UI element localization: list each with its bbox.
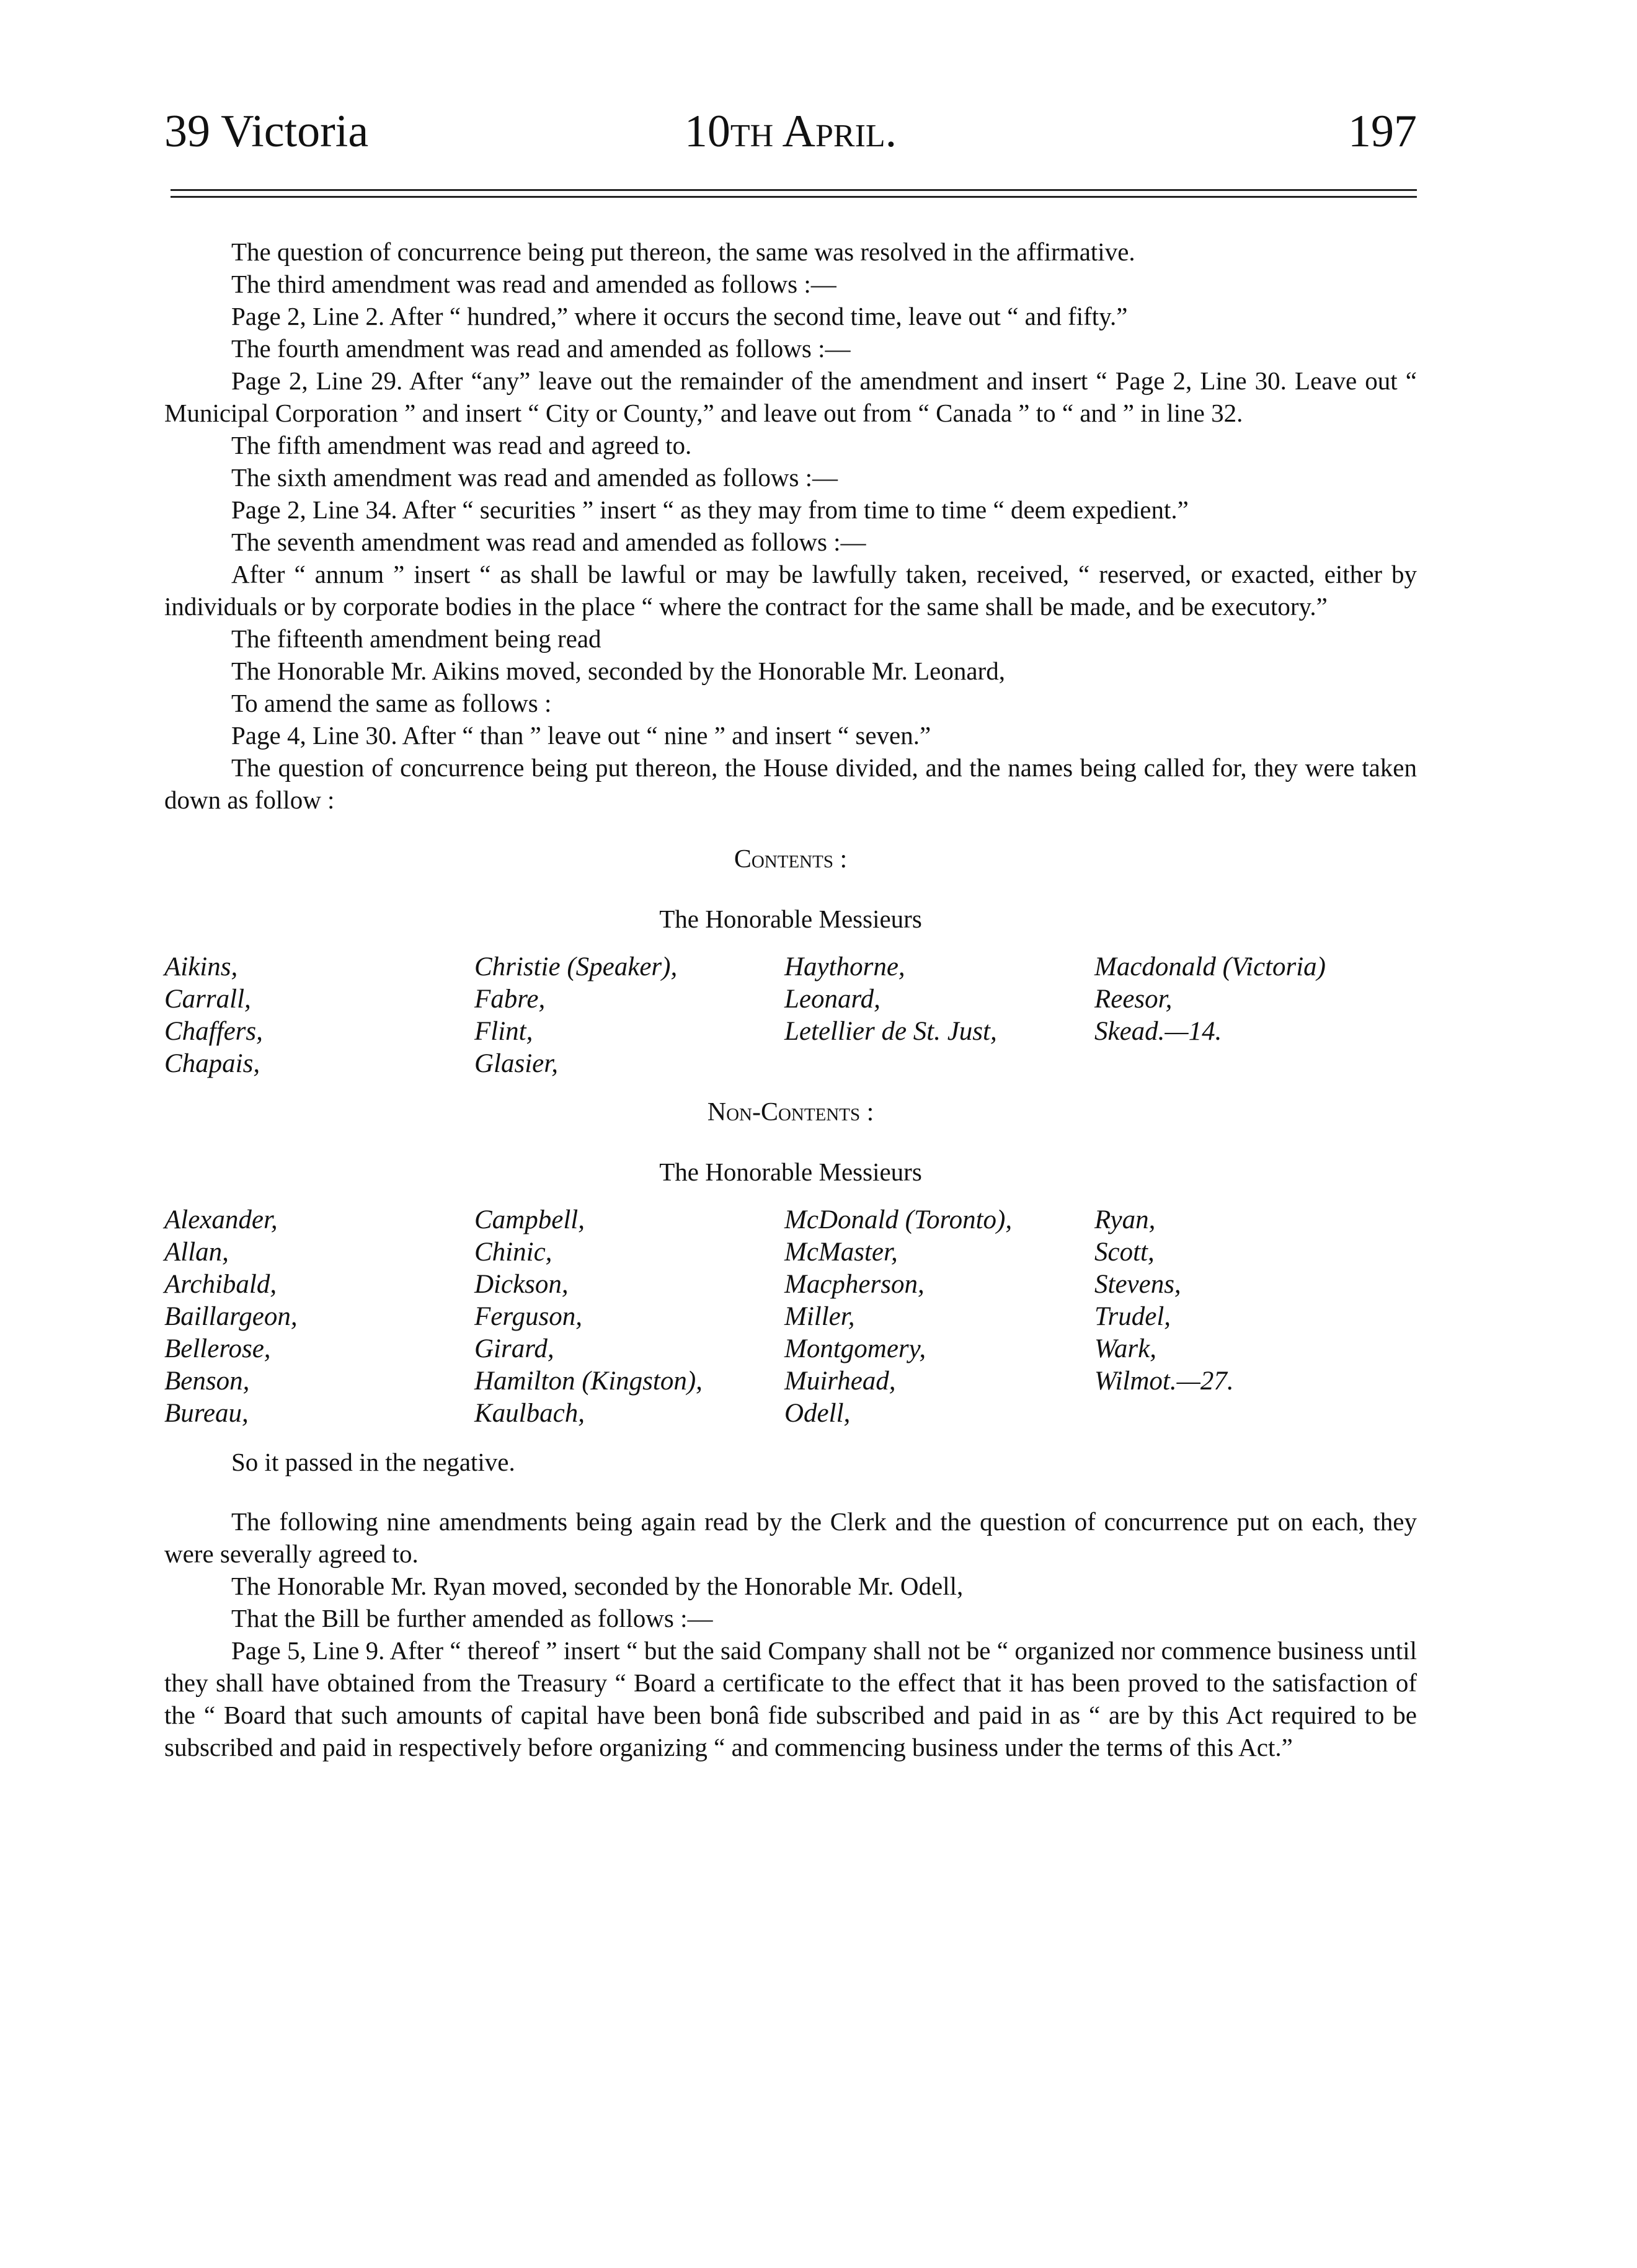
paragraph: The fourth amendment was read and amended as follows :— [231,334,851,363]
header-rule-top [171,189,1417,191]
voter-name [1094,1398,1417,1430]
voter-name: Macdonald (Victoria) [1094,952,1326,981]
voter-name: Bureau, [164,1399,249,1428]
paragraph: After “ annum ” insert “ as shall be lawful or may be lawfully taken, received, “ reserved, or exacted, either by individuals or by corporate bodies in the place “ where the contract for the same shall be made, and be executory.” [164,560,1417,621]
header-rule-bottom [171,196,1417,198]
voter-name: Chinic, [474,1238,552,1267]
voter-name: Bellerose, [164,1334,271,1363]
paragraph: The Honorable Mr. Aikins moved, seconded by the Honorable Mr. Leonard, [231,657,1005,685]
voter-name: Muirhead, [784,1367,896,1396]
voter-name: Reesor, [1094,985,1173,1014]
non-contents-subheading: The Honorable Messieurs [659,1158,922,1186]
page-number: 197 [1348,106,1417,157]
voter-name: McDonald (Toronto), [784,1205,1013,1234]
paragraph: Page 2, Line 2. After “ hundred,” where it occurs the second time, leave out “ and fifty.” [231,302,1128,330]
voter-name: Carrall, [164,985,251,1014]
voter-name: Baillargeon, [164,1302,298,1331]
contents-names [164,951,1417,1080]
paragraph: The sixth amendment was read and amended as follows :— [231,463,838,492]
paragraph: The following nine amendments being again read by the Clerk and the question of concurrence put on each, they were severally agreed to. [164,1507,1417,1568]
voter-name: Hamilton (Kingston), [474,1367,703,1396]
voter-name: Scott, [1094,1238,1155,1267]
voter-name: Letellier de St. Just, [784,1017,997,1046]
voter-name: Stevens, [1094,1270,1181,1299]
voter-name: Chaffers, [164,1017,263,1046]
header-date: 10th April. [684,106,897,157]
voter-name: Archibald, [164,1270,277,1299]
voter-name: Kaulbach, [474,1399,585,1428]
paragraph: Page 2, Line 34. After “ securities ” insert “ as they may from time to time “ deem expedient.” [231,495,1189,524]
voter-name: Girard, [474,1334,554,1363]
voter-name: Leonard, [784,985,881,1014]
paragraph: The third amendment was read and amended as follows :— [231,270,836,298]
voter-name: Alexander, [164,1205,278,1234]
voter-name: Ryan, [1094,1205,1156,1234]
voter-name: Campbell, [474,1205,585,1234]
voter-name: Flint, [474,1017,533,1046]
voter-name [1094,1048,1417,1080]
contents-heading: Contents : [734,845,848,874]
voter-name: Ferguson, [474,1302,582,1331]
voter-name: Skead.—14. [1094,1017,1222,1046]
voter-name: Trudel, [1094,1302,1171,1331]
paragraph: To amend the same as follows : [231,689,552,717]
paragraph: So it passed in the negative. [231,1448,515,1476]
voter-name: Fabre, [474,985,546,1014]
voter-name [784,1048,1094,1080]
paragraph: Page 2, Line 29. After “any” leave out the remainder of the amendment and insert “ Page 2, Line 30. Leave out “ Municipal Corporation ” and insert “ City or County,” and leave out from “ Canada ” to “ and ” in line 32. [164,366,1417,427]
voter-name: McMaster, [784,1238,898,1267]
header-session: 39 Victoria [164,106,369,157]
paragraph: The question of concurrence being put thereon, the same was resolved in the affirmative. [231,237,1135,266]
voter-name: Haythorne, [784,952,905,981]
paragraph: The fifth amendment was read and agreed to. [231,431,692,459]
page-header [164,105,1417,174]
contents-subheading: The Honorable Messieurs [659,905,922,933]
paragraph: The seventh amendment was read and amended as follows :— [231,528,866,556]
voter-name: Miller, [784,1302,855,1331]
non-contents-heading: Non-Contents : [707,1098,874,1127]
voter-name: Benson, [164,1367,250,1396]
paragraph: The question of concurrence being put thereon, the House divided, and the names being called for, they were taken down as follow : [164,753,1417,814]
voter-name: Allan, [164,1238,229,1267]
voter-name: Odell, [784,1399,851,1428]
voter-name: Chapais, [164,1049,260,1078]
paragraph: Page 5, Line 9. After “ thereof ” insert “ but the said Company shall not be “ organized nor commence business until they shall have obtained from the Treasury “ Board a certificate to the effect that it has been proved to the satisfaction of the “ Board that such amounts of capital have been bonâ fide subscribed and paid in as “ are by this Act required to be subscribed and paid in respectively before organizing “ and commencing business under the terms of this Act.” [164,1636,1417,1761]
non-contents-names [164,1204,1417,1430]
paragraph: The fifteenth amendment being read [231,624,601,653]
paragraph: Page 4, Line 30. After “ than ” leave out “ nine ” and insert “ seven.” [231,721,931,750]
voter-name: Aikins, [164,952,238,981]
voter-name: Christie (Speaker), [474,952,678,981]
voter-name: Macpherson, [784,1270,925,1299]
page-body [164,236,1417,1763]
voter-name: Montgomery, [784,1334,926,1363]
voter-name: Wark, [1094,1334,1156,1363]
paragraph: The Honorable Mr. Ryan moved, seconded by the Honorable Mr. Odell, [231,1572,964,1600]
voter-name: Glasier, [474,1049,558,1078]
paragraph: That the Bill be further amended as follows :— [231,1604,713,1632]
voter-name: Dickson, [474,1270,569,1299]
voter-name: Wilmot.—27. [1094,1367,1234,1396]
